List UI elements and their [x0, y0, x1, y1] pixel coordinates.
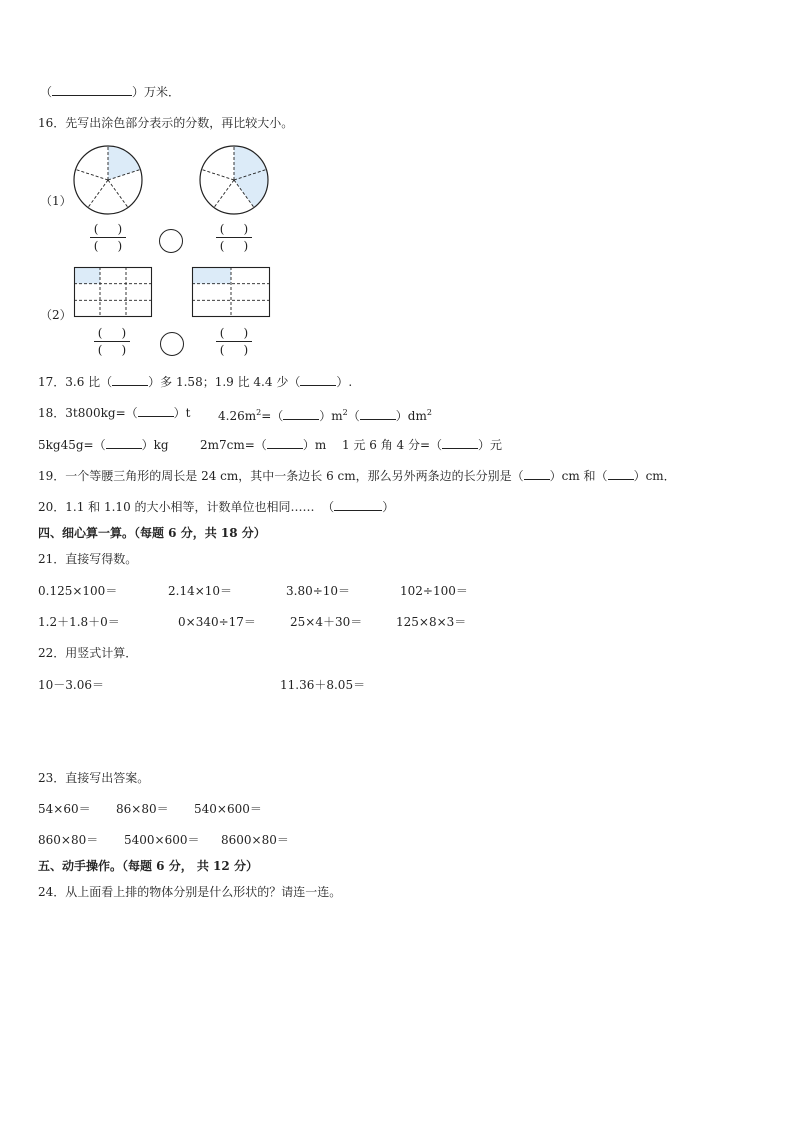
q18-blank-c[interactable]: [106, 437, 142, 449]
q16-rect-left-shaded-cell: [74, 267, 100, 284]
q21-item-2-3: 25×4＋30＝: [290, 615, 363, 629]
q17-blank-2[interactable]: [300, 374, 336, 386]
q16-circle-right: [198, 144, 270, 216]
q18-line-1b: $4.26m^2=$（ ）$m^2$（ ）$dm^2$: [218, 408, 432, 423]
q16-compare-circle-2[interactable]: [160, 332, 184, 356]
q16-part1-label: （1）: [40, 194, 72, 208]
q19: 19．一个等腰三角形的周长是 24 cm，其中一条边长 6 cm，那么另外两条边的长分别是（ ）cm 和（ ）cm．: [38, 469, 676, 483]
q21-item-2-4: 125×8×3＝: [396, 615, 467, 629]
q18-line-1: 18．3t800kg=（ ）t: [38, 406, 191, 420]
q18-line-2b: 2m7cm=（ ）m: [200, 438, 327, 452]
q21-item-1-2: 2.14×10＝: [168, 584, 233, 598]
q20-blank[interactable]: [334, 499, 382, 511]
q23-item-1-3: 540×600＝: [194, 802, 262, 816]
q16-fraction-2-right[interactable]: ( ) ( ): [214, 326, 254, 357]
q16-compare-circle-1[interactable]: [159, 229, 183, 253]
q21-item-2-1: 1.2＋1.8＋0＝: [38, 615, 120, 629]
q16-rect-right: [192, 267, 270, 317]
q19-blank-1[interactable]: [524, 468, 550, 480]
q16-part2-label: （2）: [40, 308, 72, 322]
q16-rect-left: [74, 267, 152, 317]
q17-blank-1[interactable]: [112, 374, 148, 386]
q15-blank[interactable]: [52, 84, 132, 96]
q24-title: 24．从上面看上排的物体分别是什么形状的？请连一连。: [38, 885, 342, 899]
q16-circle-left: [72, 144, 144, 216]
q15-answer-line: （ ）万米．: [40, 85, 181, 99]
q16-rect-right-shaded-cell: [192, 267, 231, 284]
q23-item-2-3: 8600×80＝: [221, 833, 289, 847]
section-4-title: 四、细心算一算。（每题 6 分，共 18 分）: [38, 526, 266, 540]
q22-item-1: 10－3.06＝: [38, 678, 104, 692]
q16-fraction-1-right[interactable]: ( ) ( ): [214, 222, 254, 253]
q21-item-1-4: 102÷100＝: [400, 584, 468, 598]
q18-blank-a[interactable]: [138, 405, 174, 417]
q23-item-2-1: 860×80＝: [38, 833, 99, 847]
q23-item-1-2: 86×80＝: [116, 802, 169, 816]
q18-blank-b2[interactable]: [360, 408, 396, 420]
q16-fraction-2-left[interactable]: ( ) ( ): [92, 326, 132, 357]
q16-title: 16．先写出涂色部分表示的分数，再比较大小。: [38, 116, 294, 130]
q18-line-2c: 1 元 6 角 4 分=（ ）元: [342, 438, 503, 452]
q16-fraction-1-left[interactable]: ( ) ( ): [88, 222, 128, 253]
section-5-title: 五、动手操作。（每题 6 分， 共 12 分）: [38, 859, 258, 873]
q18-line-2a: 5kg45g=（ ）kg: [38, 438, 169, 452]
q23-title: 23．直接写出答案。: [38, 771, 150, 785]
q23-item-1-1: 54×60＝: [38, 802, 91, 816]
q22-item-2: 11.36＋8.05＝: [280, 678, 366, 692]
q23-item-2-2: 5400×600＝: [124, 833, 200, 847]
q18-blank-e[interactable]: [442, 437, 478, 449]
q20: 20．1.1 和 1.10 的大小相等，计数单位也相同…… （ ）: [38, 500, 395, 514]
q18-blank-b1[interactable]: [283, 408, 319, 420]
q17: 17．3.6 比（ ）多 1.58；1.9 比 4.4 少（ ）.: [38, 375, 353, 389]
q22-title: 22．用竖式计算．: [38, 646, 138, 660]
q19-blank-2[interactable]: [608, 468, 634, 480]
q21-title: 21．直接写得数。: [38, 552, 138, 566]
q21-item-2-2: 0×340÷17＝: [178, 615, 256, 629]
q21-item-1-3: 3.80÷10＝: [286, 584, 351, 598]
q18-blank-d[interactable]: [267, 437, 303, 449]
q21-item-1-1: 0.125×100＝: [38, 584, 118, 598]
